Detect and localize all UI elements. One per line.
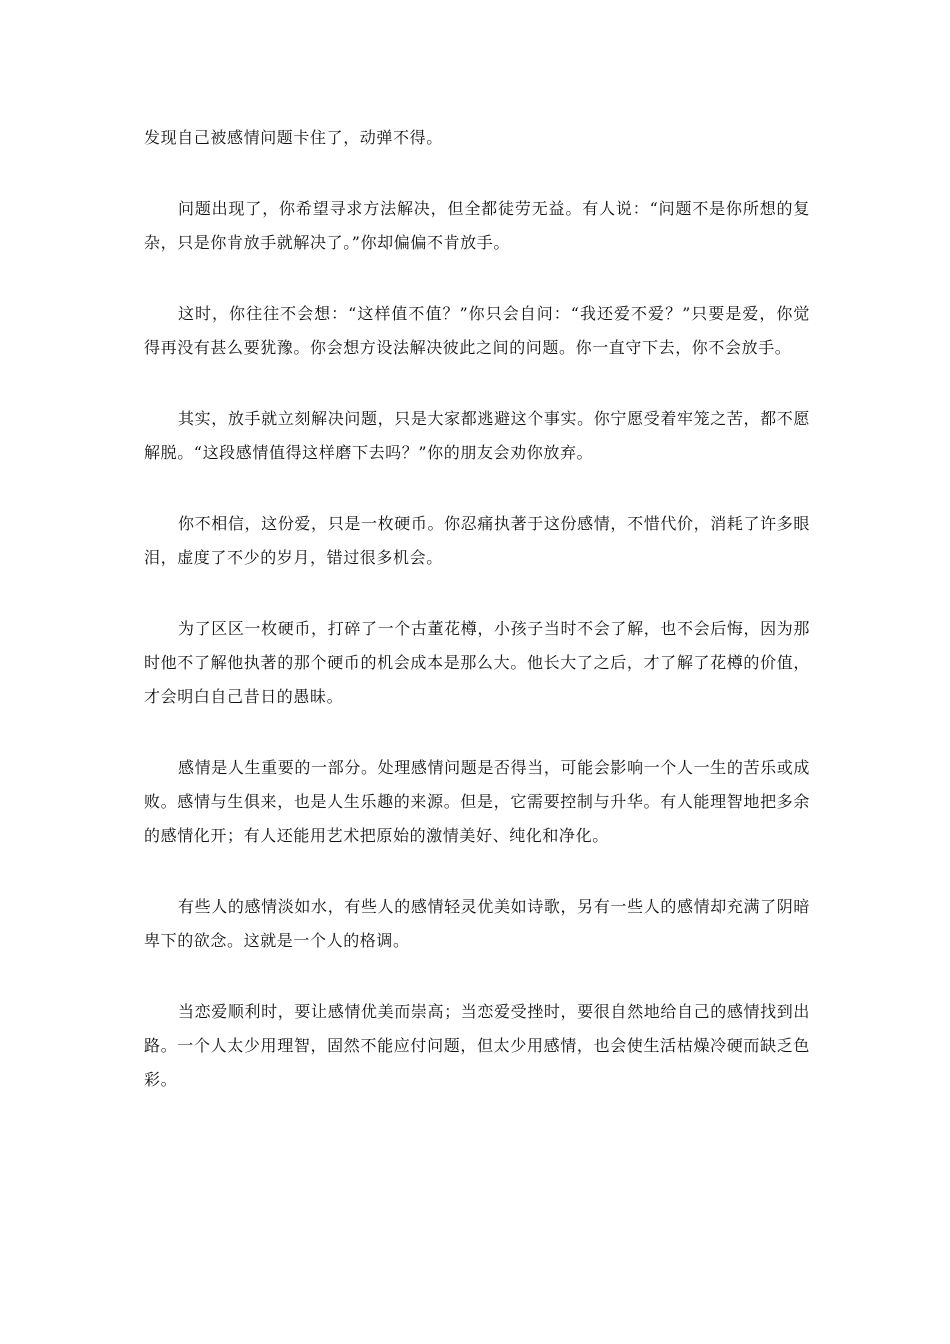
paragraph-2: 问题出现了，你希望寻求方法解决，但全都徒劳无益。有人说：“问题不是你所想的复杂，只是你肯放手就解决了。”你却偏偏不肯放手。 — [144, 199, 810, 252]
paragraph-5: 你不相信，这份爱，只是一枚硬币。你忍痛执著于这份感情，不惜代价，消耗了许多眼泪，虚度了不少的岁月，错过很多机会。 — [144, 514, 810, 567]
paragraph-4: 其实，放手就立刻解决问题，只是大家都逃避这个事实。你宁愿受着牢笼之苦，都不愿解脱。“这段感情值得这样磨下去吗？”你的朋友会劝你放弃。 — [144, 409, 810, 462]
paragraph-6: 为了区区一枚硬币，打碎了一个古董花樽，小孩子当时不会了解，也不会后悔，因为那时他不了解他执著的那个硬币的机会成本是那么大。他长大了之后，才了解了花樽的价值，才会明白自己昔日的愚昧。 — [144, 619, 810, 706]
paragraph-1: 发现自己被感情问题卡住了，动弹不得。 — [144, 128, 443, 147]
paragraph-3: 这时，你往往不会想：“这样值不值？”你只会自问：“我还爱不爱？”只要是爱，你觉得再没有甚么要犹豫。你会想方设法解决彼此之间的问题。你一直守下去，你不会放手。 — [144, 304, 810, 357]
paragraph-9: 当恋爱顺利时，要让感情优美而崇高；当恋爱受挫时，要很自然地给自己的感情找到出路。一个人太少用理智，固然不能应付问题，但太少用感情，也会使生活枯燥冷硬而缺乏色彩。 — [144, 1002, 810, 1089]
document-body — [144, 121, 810, 1134]
paragraph-7: 感情是人生重要的一部分。处理感情问题是否得当，可能会影响一个人一生的苦乐或成败。感情与生俱来，也是人生乐趣的来源。但是，它需要控制与升华。有人能理智地把多余的感情化开；有人还能用艺术把原始的激情美好、纯化和净化。 — [144, 758, 810, 845]
paragraph-8: 有些人的感情淡如水，有些人的感情轻灵优美如诗歌，另有一些人的感情却充满了阴暗卑下的欲念。这就是一个人的格调。 — [144, 897, 810, 950]
